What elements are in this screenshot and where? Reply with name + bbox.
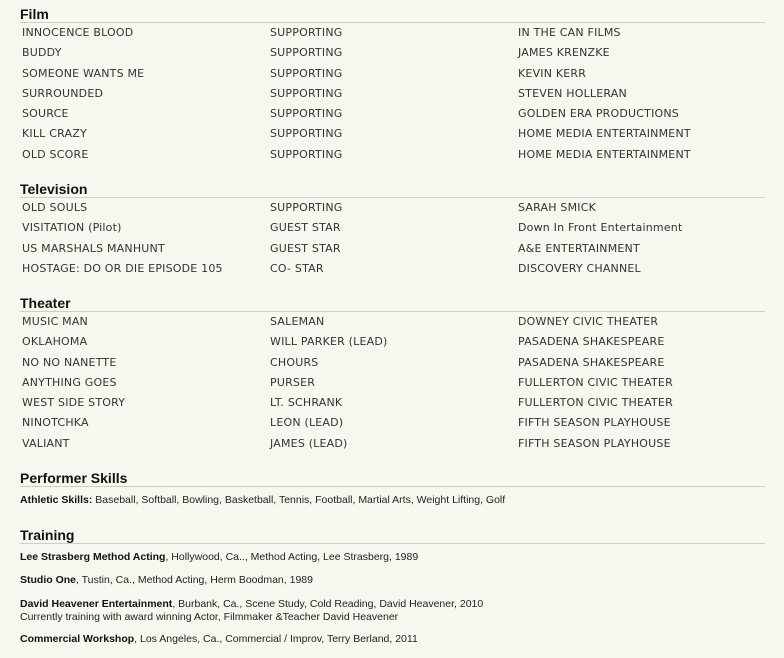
credit-role: SUPPORTING [270,147,343,161]
credit-row [20,239,765,259]
credit-role: SUPPORTING [270,107,343,121]
credit-role: JAMES (LEAD) [270,436,348,450]
credit-role: SUPPORTING [270,66,343,80]
training-item [20,551,418,563]
training-name: David Heavener Entertainment [20,598,173,610]
training-detail: , Tustin, Ca., Method Acting, Herm Boodman, 1989 [76,574,313,586]
credit-title: US MARSHALS MANHUNT [22,241,165,255]
credit-title: OLD SCORE [22,147,89,161]
training-detail: , Burbank, Ca., Scene Study, Cold Reading, David Heavener, 2010 [172,598,484,610]
credit-title: SURROUNDED [22,86,104,100]
credit-title: SOMEONE WANTS ME [22,66,145,80]
credit-title: NINOTCHKA [22,416,89,430]
credit-row [20,104,765,124]
credit-title: INNOCENCE BLOOD [22,26,134,39]
training-item [20,633,418,645]
credit-company: STEVEN HOLLERAN [518,86,627,100]
credit-title: VALIANT [22,436,70,450]
credit-role: LT. SCHRANK [270,396,343,410]
training-detail: , Hollywood, Ca.., Method Acting, Lee Strasberg, 1989 [165,551,419,563]
section-title-training: Training [20,527,765,544]
credit-row [20,413,765,433]
credit-role: SUPPORTING [270,46,343,60]
credit-role: WILL PARKER (LEAD) [270,335,388,349]
credit-company: A&E ENTERTAINMENT [518,241,640,255]
credit-row [20,434,765,454]
credit-company: FIFTH SEASON PLAYHOUSE [518,436,671,450]
credit-role: SUPPORTING [270,127,343,141]
credit-row [20,124,765,144]
credit-title: HOSTAGE: DO OR DIE EPISODE 105 [22,261,223,275]
credit-company: JAMES KRENZKE [518,46,610,60]
skills-section [20,470,765,487]
section-title-film: Film [20,6,765,23]
credit-company: DOWNEY CIVIC THEATER [518,315,659,328]
credit-row [20,43,765,63]
credit-company: KEVIN KERR [518,66,587,80]
credit-company: FULLERTON CIVIC THEATER [518,375,673,389]
credit-row [20,373,765,393]
credit-company: FULLERTON CIVIC THEATER [518,396,673,410]
credit-row [20,393,765,413]
credit-row [20,218,765,238]
athletic-skills-value: Baseball, Softball, Bowling, Basketball, Tennis, Football, Martial Arts, Weight Lifting, Golf [92,494,506,506]
credit-row [20,332,765,352]
credit-company: PASADENA SHAKESPEARE [518,335,665,349]
training-item [20,574,313,586]
credit-company: PASADENA SHAKESPEARE [518,355,665,369]
credit-row [20,353,765,373]
credit-title: SOURCE [22,107,69,121]
credit-row [20,84,765,104]
athletic-skills-label: Athletic Skills: [20,494,93,506]
film-credits [20,23,765,165]
theater-credits [20,312,765,454]
television-credits [20,198,765,279]
credit-row [20,312,765,332]
credit-company: GOLDEN ERA PRODUCTIONS [518,107,679,121]
credit-title: OLD SOULS [22,201,88,214]
credit-row [20,259,765,279]
credit-title: KILL CRAZY [22,127,87,141]
credit-title: MUSIC MAN [22,315,88,328]
television-section [20,181,765,279]
credit-role: CO- STAR [270,261,324,275]
section-title-skills: Performer Skills [20,470,765,487]
training-name: Commercial Workshop [20,633,135,645]
credit-company: HOME MEDIA ENTERTAINMENT [518,147,691,161]
credit-row [20,23,765,43]
credit-role: SALEMAN [270,315,325,328]
credit-role: GUEST STAR [270,221,341,235]
credit-title: OKLAHOMA [22,335,88,349]
credit-row [20,145,765,165]
theater-section [20,295,765,454]
section-title-theater: Theater [20,295,765,312]
training-note: Currently training with award winning Actor, Filmmaker &Teacher David Heavener [20,611,399,623]
credit-role: SUPPORTING [270,26,343,39]
credit-company: IN THE CAN FILMS [518,26,621,39]
credit-company: Down In Front Entertainment [518,221,683,235]
credit-row [20,64,765,84]
credit-company: DISCOVERY CHANNEL [518,261,641,275]
credit-role: GUEST STAR [270,241,341,255]
training-section [20,527,765,544]
credit-role: LEON (LEAD) [270,416,344,430]
athletic-skills [20,494,505,506]
section-title-television: Television [20,181,765,198]
credit-row [20,198,765,218]
credit-company: HOME MEDIA ENTERTAINMENT [518,127,691,141]
credit-title: BUDDY [22,46,62,60]
credit-title: WEST SIDE STORY [22,396,126,410]
credit-role: PURSER [270,375,316,389]
training-name: Studio One [20,574,76,586]
credit-role: CHOURS [270,355,319,369]
credit-role: SUPPORTING [270,201,343,214]
credit-title: ANYTHING GOES [22,375,117,389]
credit-company: SARAH SMICK [518,201,597,214]
credit-title: NO NO NANETTE [22,355,117,369]
film-section [20,6,765,165]
training-detail: , Los Angeles, Ca., Commercial / Improv, Terry Berland, 2011 [134,633,418,645]
credit-title: VISITATION (Pilot) [22,221,122,235]
credit-role: SUPPORTING [270,86,343,100]
credit-company: FIFTH SEASON PLAYHOUSE [518,416,671,430]
training-item [20,598,483,623]
training-name: Lee Strasberg Method Acting [20,551,166,563]
